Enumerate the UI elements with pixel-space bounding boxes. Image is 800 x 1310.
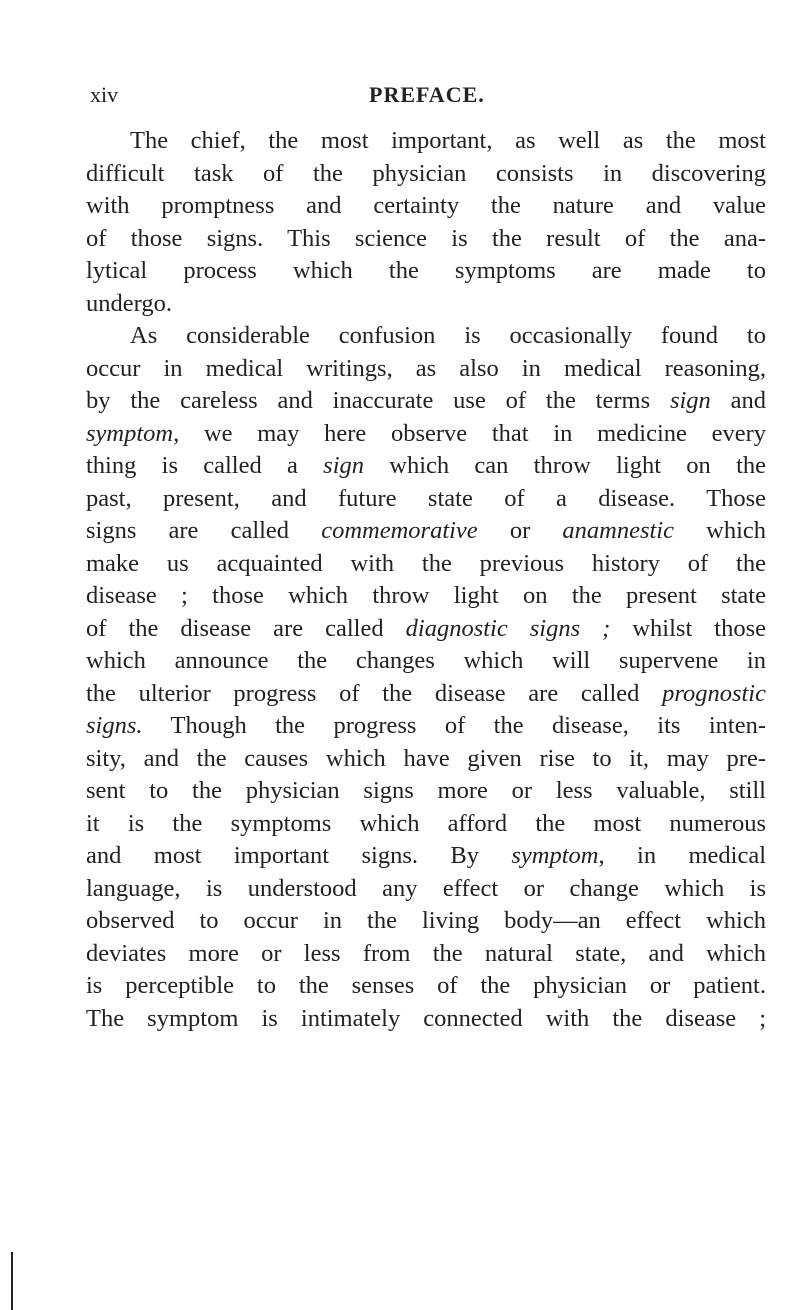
italic-term: diagnostic signs ;: [405, 614, 611, 642]
running-title: PREFACE.: [369, 82, 485, 107]
text-line: difficult task of the physician consists in discovering: [86, 159, 766, 187]
text-line: language, is understood any effect or change which is: [86, 874, 766, 902]
text-line: with promptness and certainty the nature and value: [86, 192, 766, 219]
running-head: [90, 82, 750, 112]
text-line: of those signs. This science is the result of the ana-: [86, 224, 766, 252]
body-text: [86, 125, 766, 1035]
text-line: undergo.: [86, 289, 172, 317]
text-line: of the disease are called diagnostic signs ; whilst those: [86, 614, 767, 642]
text-line: occur in medical writings, as also in medical reasoning,: [86, 354, 766, 382]
text-line: by the careless and inaccurate use of the terms sign and: [86, 387, 766, 414]
text-line: signs. Though the progress of the disease, its inten-: [86, 712, 766, 739]
text-line: sity, and the causes which have given rise to it, may pre-: [86, 744, 766, 772]
italic-term: anamnestic: [562, 517, 674, 544]
text-line: past, present, and future state of a disease. Those: [86, 484, 766, 512]
text-line: thing is called a sign which can throw light on the: [86, 452, 766, 479]
text-line: is perceptible to the senses of the physician or patient.: [86, 972, 766, 999]
text-line: observed to occur in the living body—an effect which: [86, 907, 766, 934]
italic-term: prognostic: [662, 679, 766, 707]
text-line: The symptom is intimately connected with the disease ;: [86, 1004, 766, 1032]
italic-term: commemorative: [321, 517, 478, 544]
italic-term: sign: [323, 452, 364, 479]
text-line: make us acquainted with the previous history of the: [86, 549, 766, 577]
text-line: sent to the physician signs more or less valuable, still: [86, 777, 766, 804]
italic-term: sign: [669, 387, 711, 414]
text-line: disease ; those which throw light on the present state: [86, 582, 766, 609]
italic-term: symptom: [511, 842, 599, 869]
text-line: and most important signs. By symptom, in medical: [86, 842, 767, 869]
text-line: which announce the changes which will supervene in: [86, 647, 766, 674]
text-line: lytical process which the symptoms are made to: [86, 257, 766, 284]
text-line: As considerable confusion is occasionally found to: [130, 322, 766, 349]
text-line: the ulterior progress of the disease are called prognostic: [86, 679, 766, 707]
text-line: The chief, the most important, as well as the most: [130, 127, 766, 154]
page-number: xiv: [90, 82, 119, 107]
text-line: symptom, we may here observe that in medicine every: [86, 419, 766, 447]
text-line: it is the symptoms which afford the most numerous: [86, 809, 766, 837]
text-line: signs are called commemorative or anamnestic which: [86, 517, 766, 544]
italic-term: symptom: [86, 419, 174, 447]
text-line: deviates more or less from the natural state, and which: [86, 939, 766, 967]
italic-term: signs.: [86, 712, 143, 739]
binding-margin-line: [11, 1252, 13, 1310]
